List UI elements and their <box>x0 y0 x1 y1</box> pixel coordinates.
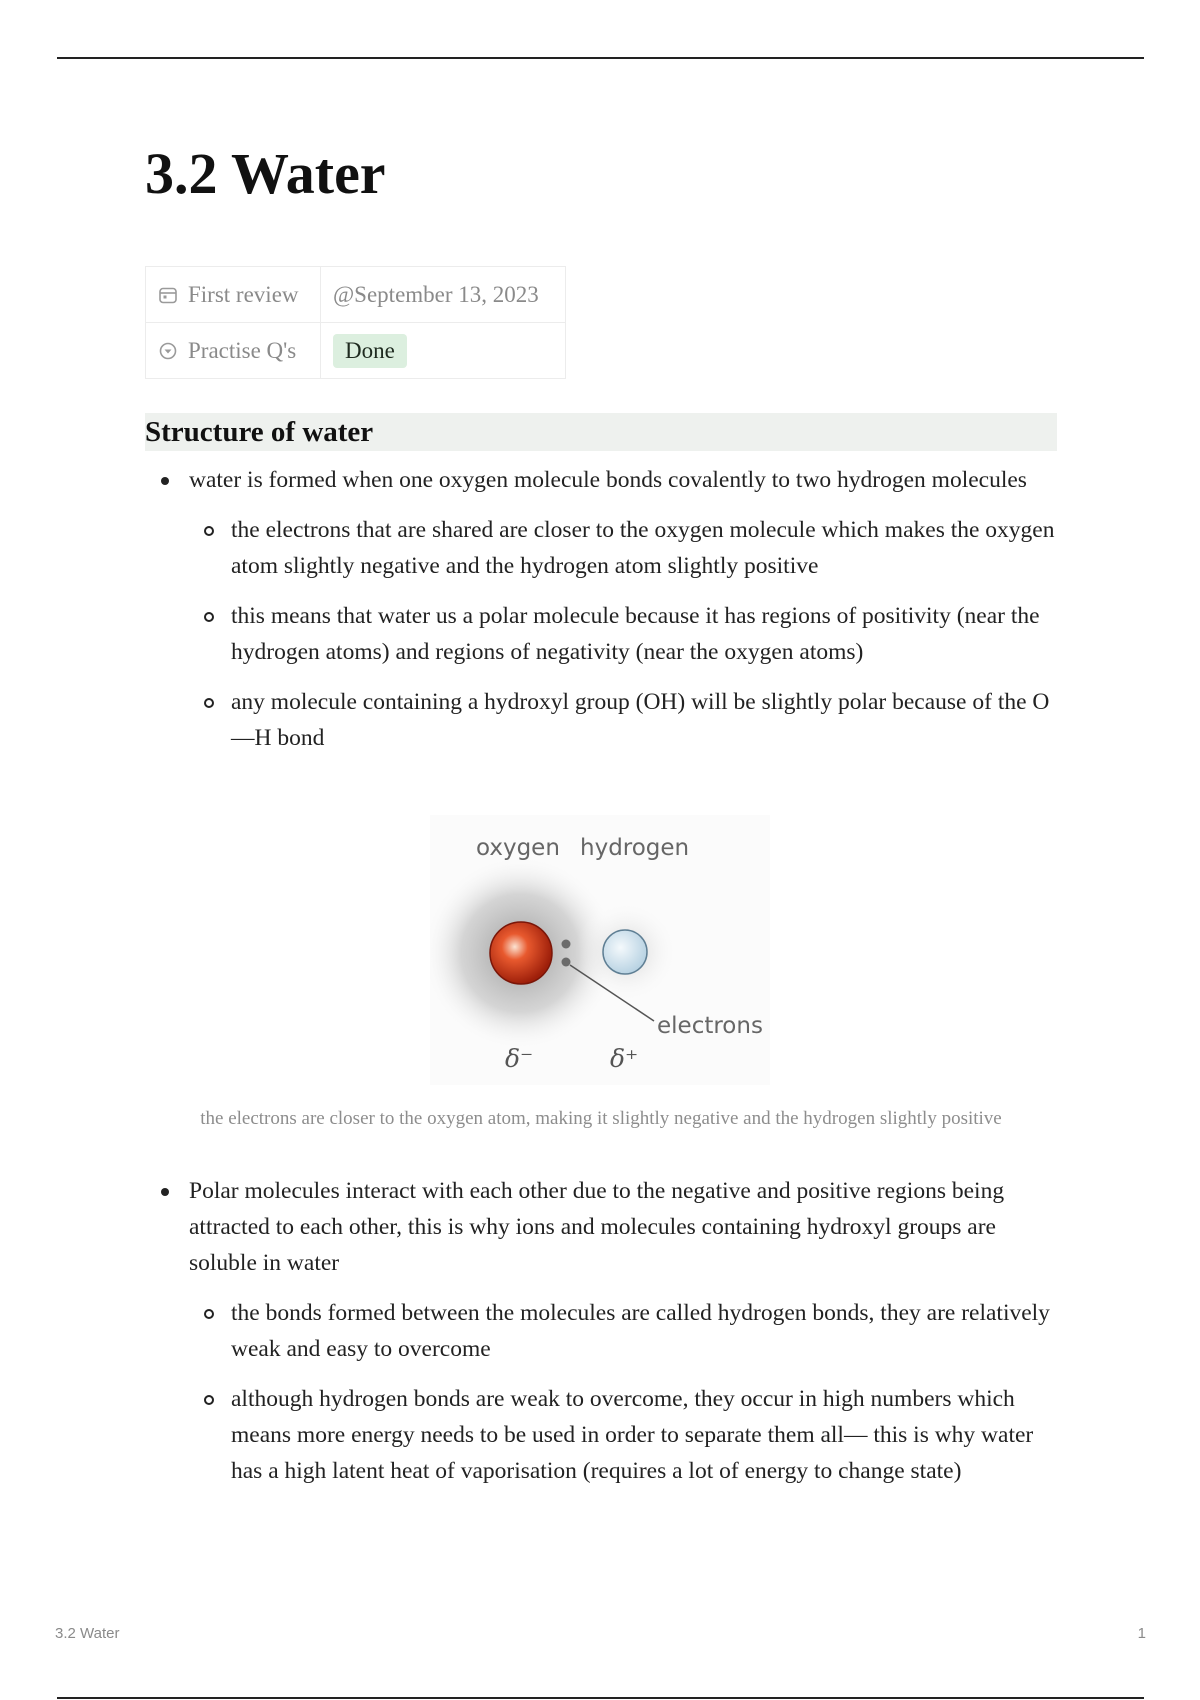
footer-title: 3.2 Water <box>55 1625 120 1642</box>
water-molecule-figure <box>430 815 770 1085</box>
bottom-rule <box>57 1697 1144 1699</box>
label-delta-plus: δ⁺ <box>610 1044 639 1073</box>
list-item: the bonds formed between the molecules are called hydrogen bonds, they are relatively weak and easy to overcome <box>145 1295 1057 1367</box>
status-badge[interactable]: Done <box>333 334 407 368</box>
figure-caption: the electrons are closer to the oxygen atom, making it slightly negative and the hydrogen slightly positive <box>200 1108 1002 1129</box>
property-key-practise-qs: Practise Q's <box>188 337 297 363</box>
calendar-icon <box>158 285 178 305</box>
list-item: although hydrogen bonds are weak to overcome, they occur in high numbers which means more energy needs to be used in order to separate them all— this is why water has a high latent heat of vaporisation (requires a lot of energy to change state) <box>145 1381 1057 1489</box>
properties-table <box>145 266 566 379</box>
list-item: Polar molecules interact with each other due to the negative and positive regions being attracted to each other, this is why ions and molecules containing hydroxyl groups are soluble in water <box>145 1173 1057 1281</box>
list-item: any molecule containing a hydroxyl group (OH) will be slightly polar because of the O—H bond <box>145 684 1057 756</box>
list-item: this means that water us a polar molecule because it has regions of positivity (near the hydrogen atoms) and regions of negativity (near the oxygen atoms) <box>145 598 1057 670</box>
electron-dot <box>562 940 571 949</box>
list-item: water is formed when one oxygen molecule bonds covalently to two hydrogen molecules <box>145 462 1057 498</box>
list-item: the electrons that are shared are closer to the oxygen molecule which makes the oxygen atom slightly negative and the hydrogen atom slightly positive <box>145 512 1057 584</box>
top-rule <box>57 57 1144 59</box>
property-value-cell[interactable] <box>321 323 566 379</box>
water-molecule-diagram <box>430 815 770 1085</box>
page-title: 3.2 Water <box>145 141 386 206</box>
bullet-list-structure <box>145 462 1057 756</box>
label-electrons: electrons <box>657 1013 763 1039</box>
electron-dot <box>562 958 571 967</box>
property-row-first-review <box>146 267 566 323</box>
property-key-first-review: First review <box>188 281 299 307</box>
label-hydrogen: hydrogen <box>580 835 690 861</box>
label-delta-minus: δ⁻ <box>505 1044 534 1073</box>
status-icon <box>158 341 178 361</box>
footer-page-number: 1 <box>1137 1625 1146 1642</box>
label-oxygen: oxygen <box>476 835 560 861</box>
property-key-cell <box>146 323 321 379</box>
property-key-cell <box>146 267 321 323</box>
hydrogen-atom <box>603 930 647 974</box>
section-heading: Structure of water <box>145 413 1057 451</box>
property-row-practise-qs <box>146 323 566 379</box>
property-value-first-review[interactable]: @September 13, 2023 <box>321 267 566 323</box>
oxygen-atom <box>490 922 552 984</box>
bullet-list-polarity <box>145 1173 1057 1489</box>
